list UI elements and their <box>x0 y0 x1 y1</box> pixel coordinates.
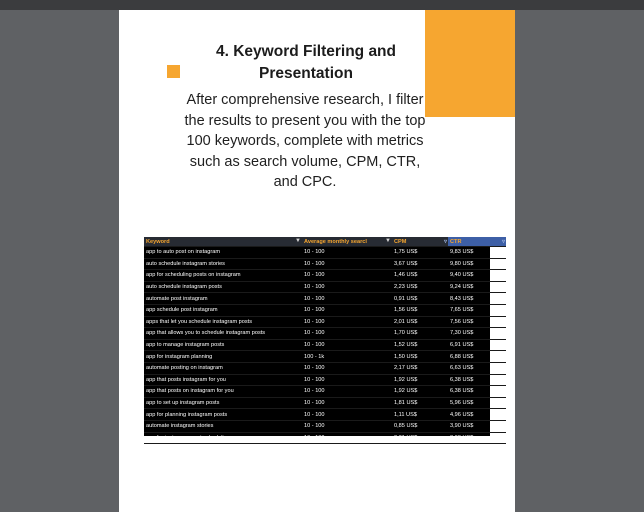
cell-ctr[interactable]: 5,96 US$ <box>448 397 506 409</box>
cell-cpm[interactable]: 1,11 US$ <box>392 409 448 421</box>
table-row <box>144 386 506 398</box>
cell-average-monthly-searches[interactable]: 10 - 100 <box>302 339 392 351</box>
cell-keyword[interactable]: app that posts instagram for you <box>144 374 302 386</box>
header-average-monthly-searches[interactable] <box>302 237 392 247</box>
cell-average-monthly-searches[interactable]: 10 - 100 <box>302 444 392 455</box>
table-row <box>144 351 506 363</box>
cell-cpm[interactable]: 2,23 US$ <box>392 281 448 293</box>
cell-ctr[interactable]: 7,56 US$ <box>448 316 506 328</box>
cell-ctr[interactable]: 3,68 US$ <box>448 432 506 444</box>
cell-keyword[interactable]: apps that let you schedule instagram posts <box>144 316 302 328</box>
cell-keyword[interactable]: automate post instagram <box>144 293 302 305</box>
section-title: 4. Keyword Filtering and Presentation <box>216 43 396 82</box>
cell-keyword[interactable]: app for scheduling posts on instagram <box>144 270 302 282</box>
cell-ctr[interactable]: 6,88 US$ <box>448 351 506 363</box>
cell-average-monthly-searches[interactable]: 10 - 100 <box>302 316 392 328</box>
orange-corner-block <box>425 10 515 117</box>
cell-average-monthly-searches[interactable]: 10 - 100 <box>302 397 392 409</box>
table-row <box>144 397 506 409</box>
cell-ctr[interactable]: 3,44 US$ <box>448 444 506 455</box>
cell-average-monthly-searches[interactable]: 100 - 1k <box>302 351 392 363</box>
cell-ctr[interactable]: 9,40 US$ <box>448 270 506 282</box>
cell-keyword[interactable]: automate instagram stories <box>144 420 302 432</box>
table-row <box>144 328 506 340</box>
cell-cpm[interactable]: 1,50 US$ <box>392 351 448 363</box>
funnel-icon[interactable]: ▿ <box>443 239 447 245</box>
cell-keyword[interactable]: app to manage instagram posts <box>144 339 302 351</box>
orange-bullet-square <box>167 65 180 78</box>
cell-cpm[interactable]: 1,92 US$ <box>392 386 448 398</box>
cell-keyword[interactable]: auto schedule instagram stories <box>144 258 302 270</box>
cell-average-monthly-searches[interactable]: 10 - 100 <box>302 409 392 421</box>
cell-ctr[interactable]: 3,90 US$ <box>448 420 506 432</box>
cell-ctr[interactable]: 9,80 US$ <box>448 258 506 270</box>
cell-ctr[interactable]: 9,24 US$ <box>448 281 506 293</box>
table-row <box>144 316 506 328</box>
cell-ctr[interactable]: 6,63 US$ <box>448 362 506 374</box>
keyword-table <box>144 237 506 455</box>
header-cpm[interactable] <box>392 237 448 247</box>
table-row <box>144 258 506 270</box>
cell-cpm[interactable]: 1,56 US$ <box>392 304 448 316</box>
table-row <box>144 420 506 432</box>
cell-keyword[interactable]: app that allows you to schedule instagram posts <box>144 328 302 340</box>
cell-ctr[interactable]: 6,38 US$ <box>448 374 506 386</box>
header-label: Average monthly searcl <box>304 238 367 245</box>
keyword-table-body <box>144 247 506 455</box>
cell-keyword[interactable]: app for instagram post scheduling <box>144 432 302 444</box>
cell-keyword[interactable]: app for planning instagram posts <box>144 409 302 421</box>
cell-average-monthly-searches[interactable]: 10 - 100 <box>302 328 392 340</box>
cell-average-monthly-searches[interactable]: 10 - 100 <box>302 386 392 398</box>
keyword-spreadsheet <box>144 237 505 453</box>
cell-ctr[interactable]: 4,96 US$ <box>448 409 506 421</box>
cell-cpm[interactable]: 1,75 US$ <box>392 247 448 259</box>
header-keyword[interactable] <box>144 237 302 247</box>
cell-keyword[interactable]: app schedule post instagram <box>144 304 302 316</box>
cell-average-monthly-searches[interactable]: 10 - 100 <box>302 420 392 432</box>
header-label: CTR <box>450 238 462 245</box>
document-page <box>119 10 515 512</box>
table-row <box>144 281 506 293</box>
header-label: Keyword <box>146 238 170 245</box>
cell-cpm[interactable]: 1,92 US$ <box>392 374 448 386</box>
header-label: CPM <box>394 238 407 245</box>
cell-cpm[interactable]: 1,46 US$ <box>392 270 448 282</box>
cell-average-monthly-searches[interactable]: 10 - 100 <box>302 258 392 270</box>
viewer-top-bar <box>0 0 644 10</box>
table-row <box>144 362 506 374</box>
cell-keyword[interactable]: app that posts on instagram for you <box>144 386 302 398</box>
cell-average-monthly-searches[interactable]: 10 - 100 <box>302 247 392 259</box>
cell-ctr[interactable]: 7,30 US$ <box>448 328 506 340</box>
funnel-icon[interactable]: ▼ <box>385 238 391 244</box>
header-ctr[interactable] <box>448 237 506 247</box>
cell-cpm[interactable]: 1,43 US$ <box>392 444 448 455</box>
cell-ctr[interactable]: 6,91 US$ <box>448 339 506 351</box>
cell-cpm[interactable]: 0,91 US$ <box>392 293 448 305</box>
cell-average-monthly-searches[interactable]: 10 - 100 <box>302 270 392 282</box>
cell-keyword[interactable]: app to auto post on instagram <box>144 247 302 259</box>
table-row <box>144 374 506 386</box>
table-row <box>144 444 506 455</box>
cell-cpm[interactable]: 2,31 US$ <box>392 432 448 444</box>
cell-ctr[interactable]: 7,65 US$ <box>448 304 506 316</box>
cell-keyword[interactable]: auto schedule instagram posts <box>144 281 302 293</box>
cell-cpm[interactable]: 1,52 US$ <box>392 339 448 351</box>
cell-ctr[interactable]: 9,83 US$ <box>448 247 506 259</box>
cell-cpm[interactable]: 2,17 US$ <box>392 362 448 374</box>
table-row <box>144 304 506 316</box>
table-header-row <box>144 237 506 247</box>
cell-cpm[interactable]: 0,85 US$ <box>392 420 448 432</box>
table-row <box>144 339 506 351</box>
cell-keyword[interactable]: app for auto posting instagram <box>144 444 302 455</box>
cell-average-monthly-searches[interactable]: 10 - 100 <box>302 362 392 374</box>
cell-cpm[interactable]: 3,67 US$ <box>392 258 448 270</box>
funnel-icon[interactable]: ▿ <box>501 239 505 245</box>
cell-cpm[interactable]: 2,01 US$ <box>392 316 448 328</box>
cell-average-monthly-searches[interactable]: 10 - 100 <box>302 374 392 386</box>
cell-average-monthly-searches[interactable]: 10 - 100 <box>302 281 392 293</box>
table-row <box>144 432 506 444</box>
cell-average-monthly-searches[interactable]: 10 - 100 <box>302 432 392 444</box>
funnel-icon[interactable]: ▼ <box>295 238 301 244</box>
table-row <box>144 270 506 282</box>
cell-average-monthly-searches[interactable]: 10 - 100 <box>302 304 392 316</box>
cell-cpm[interactable]: 1,70 US$ <box>392 328 448 340</box>
table-row <box>144 293 506 305</box>
cell-average-monthly-searches[interactable]: 10 - 100 <box>302 293 392 305</box>
cell-ctr[interactable]: 8,43 US$ <box>448 293 506 305</box>
cell-keyword[interactable]: app to set up instagram posts <box>144 397 302 409</box>
section-body: After comprehensive research, I filter the results to present you with the top 100 keywords, complete with metrics such as search volume, CPM, CTR, and CPC. <box>184 92 426 191</box>
cell-cpm[interactable]: 1,81 US$ <box>392 397 448 409</box>
cell-keyword[interactable]: app for instagram planning <box>144 351 302 363</box>
cell-ctr[interactable]: 6,38 US$ <box>448 386 506 398</box>
cell-keyword[interactable]: automate posting on instagram <box>144 362 302 374</box>
table-row <box>144 247 506 259</box>
table-row <box>144 409 506 421</box>
